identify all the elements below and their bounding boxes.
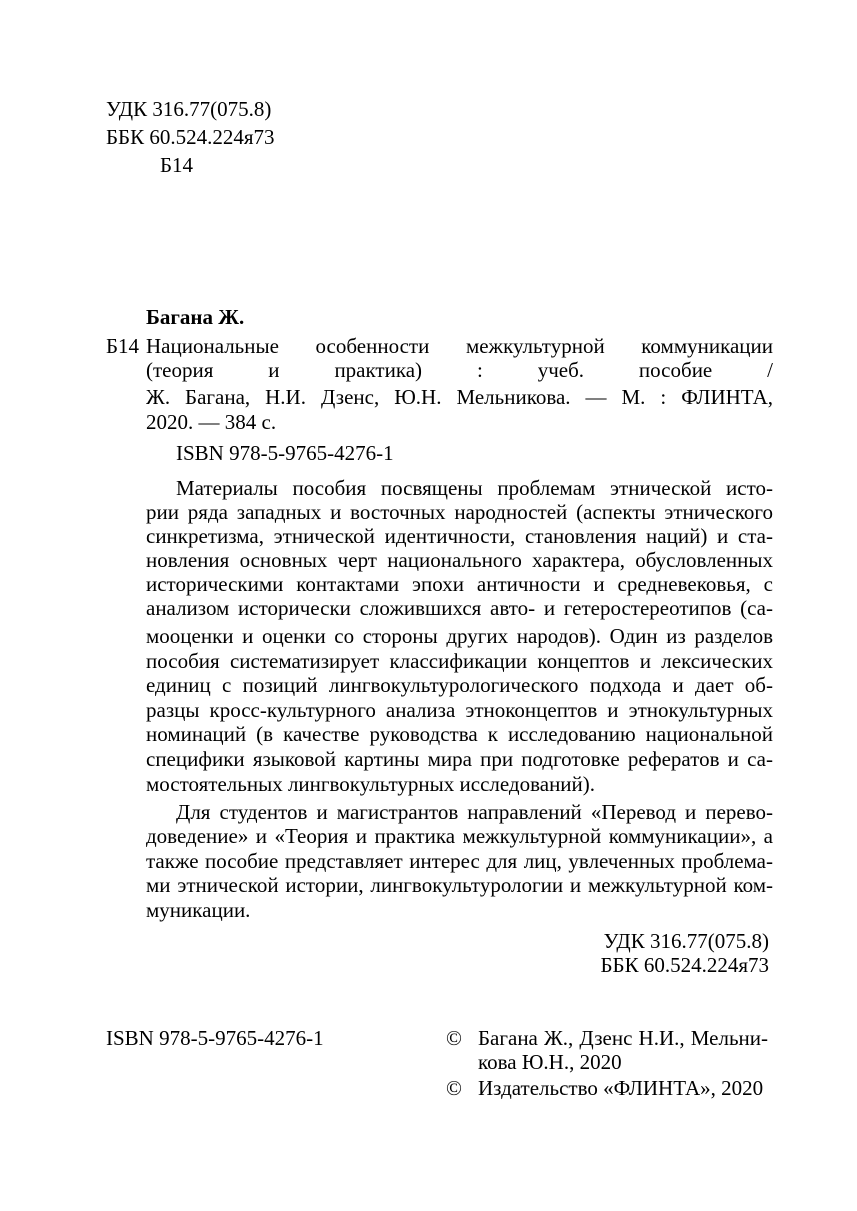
header-author-mark: Б14	[160, 153, 194, 177]
annotation-line: новления основных черт национального характера, обусловленных	[146, 548, 773, 572]
entry-author-mark: Б14	[106, 334, 140, 358]
entry-author: Багана Ж.	[146, 305, 245, 329]
annotation-line: синкретизма, этнической идентичности, становления наций) и ста-	[146, 524, 773, 548]
annotation-line: мостоятельных лингвокультурных исследований).	[146, 772, 596, 796]
annotation-line: специфики языковой картины мира при подготовке рефератов и са-	[146, 747, 773, 771]
copyright-authors-line: Багана Ж., Дзенс Н.И., Мельни-	[478, 1026, 768, 1050]
copyright-isbn: ISBN 978-5-9765-4276-1	[106, 1026, 324, 1050]
annotation-line: Для студентов и магистрантов направлений «Перевод и перево-	[176, 800, 773, 824]
footer-bbk: ББК 60.524.224я73	[600, 953, 769, 977]
annotation-line: рии ряда западных и восточных народностей (аспекты этнического	[146, 500, 773, 524]
annotation-line: Материалы пособия посвящены проблемам этнической исто-	[176, 476, 773, 500]
copyright-publisher: Издательство «ФЛИНТА», 2020	[478, 1076, 764, 1100]
annotation-line: историческими контактами эпохи античности и средневековья, с	[146, 572, 773, 596]
annotation-line: пособия систематизирует классификации концептов и лексических	[146, 649, 773, 673]
annotation-line: также пособие представляет интерес для лиц, увлеченных проблема-	[146, 849, 773, 873]
annotation-line: единиц с позиций лингвокультурологического подхода и дает об-	[146, 673, 773, 697]
copyright-authors-line: кова Ю.Н., 2020	[478, 1050, 622, 1074]
copyright-symbol: ©	[446, 1076, 462, 1100]
annotation-line: ми этнической истории, лингвокультурологии и межкультурной ком-	[146, 873, 773, 897]
annotation-line: анализом исторически сложившихся авто- и гетеростереотипов (са-	[146, 596, 773, 620]
entry-isbn: ISBN 978-5-9765-4276-1	[176, 441, 394, 465]
header-bbk: ББК 60.524.224я73	[106, 125, 275, 149]
annotation-line: мооценки и оценки со стороны других народов). Один из разделов	[146, 624, 773, 648]
copyright-symbol: ©	[446, 1026, 462, 1050]
footer-udk: УДК 316.77(075.8)	[603, 929, 769, 953]
annotation-line: доведение» и «Теория и практика межкультурной коммуникации», а	[146, 824, 773, 848]
entry-description-line: Национальные особенности межкультурной коммуникации	[146, 334, 773, 358]
annotation-line: муникации.	[146, 898, 251, 922]
entry-description-line: 2020. — 384 с.	[146, 410, 277, 434]
header-udk: УДК 316.77(075.8)	[106, 97, 272, 121]
entry-description-line: (теория и практика) : учеб. пособие /	[146, 358, 773, 382]
annotation-line: номинаций (в качестве руководства к исследованию национальной	[146, 722, 773, 746]
annotation-line: разцы кросс-культурного анализа этноконцептов и этнокультурных	[146, 698, 773, 722]
entry-description-line: Ж. Багана, Н.И. Дзенс, Ю.Н. Мельникова. — М. : ФЛИНТА,	[146, 385, 773, 409]
